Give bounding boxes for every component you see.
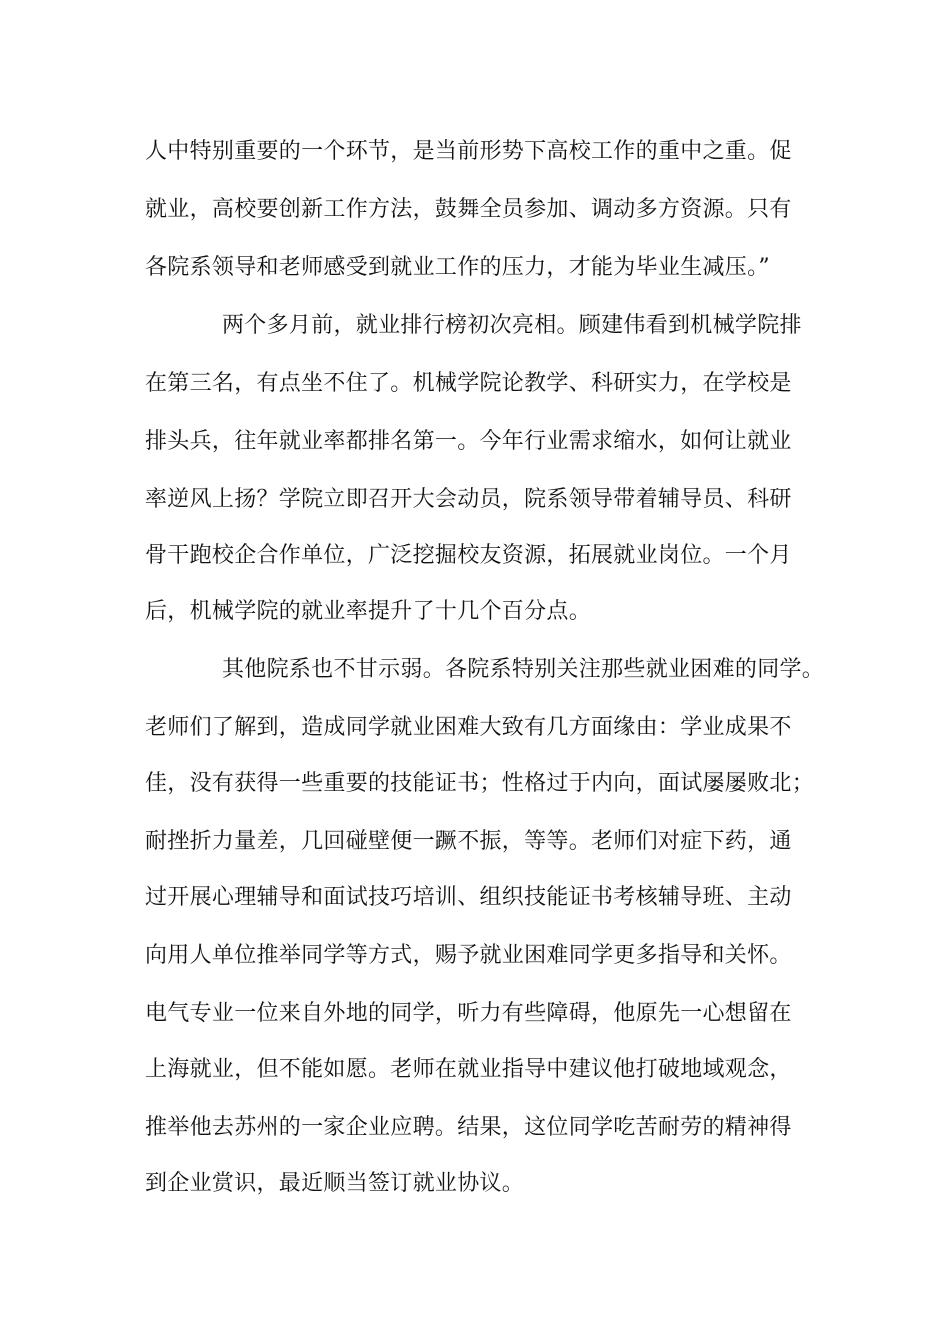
paragraph-line: 向用人单位推举同学等方式，赐予就业困难同学更多指导和关怀。 bbox=[145, 943, 792, 968]
paragraph-line: 佳，没有获得一些重要的技能证书；性格过于内向，面试屡屡败北； bbox=[145, 771, 815, 796]
paragraph-line: 就业，高校要创新工作方法，鼓舞全员参加、调动多方资源。只有 bbox=[145, 197, 792, 222]
paragraph-line: 过开展心理辅导和面试技巧培训、组织技能证书考核辅导班、主动 bbox=[145, 885, 792, 910]
paragraph-line: 老师们了解到，造成同学就业困难大致有几方面缘由：学业成果不 bbox=[145, 715, 792, 740]
paragraph-line: 其他院系也不甘示弱。各院系特别关注那些就业困难的同学。 bbox=[222, 657, 825, 682]
paragraph-line: 两个多月前，就业排行榜初次亮相。顾建伟看到机械学院排 bbox=[222, 313, 802, 338]
paragraph-line: 在第三名，有点坐不住了。机械学院论教学、科研实力，在学校是 bbox=[145, 371, 792, 396]
paragraph-line: 率逆风上扬？学院立即召开大会动员，院系领导带着辅导员、科研 bbox=[145, 487, 792, 512]
paragraph-line: 排头兵，往年就业率都排名第一。今年行业需求缩水，如何让就业 bbox=[145, 429, 792, 454]
paragraph-line: 人中特别重要的一个环节，是当前形势下高校工作的重中之重。促 bbox=[145, 139, 792, 164]
paragraph-line: 各院系领导和老师感受到就业工作的压力，才能为毕业生减压。” bbox=[145, 255, 770, 280]
paragraph-line: 后，机械学院的就业率提升了十几个百分点。 bbox=[145, 599, 592, 624]
paragraph-line: 耐挫折力量差，几回碰壁便一蹶不振，等等。老师们对症下药，通 bbox=[145, 829, 792, 854]
paragraph-line: 推举他去苏州的一家企业应聘。结果，这位同学吃苦耐劳的精神得 bbox=[145, 1115, 792, 1140]
paragraph-line: 到企业赏识，最近顺当签订就业协议。 bbox=[145, 1171, 525, 1196]
paragraph-line: 电气专业一位来自外地的同学，听力有些障碍，他原先一心想留在 bbox=[145, 1001, 792, 1026]
paragraph-line: 骨干跑校企合作单位，广泛挖掘校友资源，拓展就业岗位。一个月 bbox=[145, 543, 792, 568]
paragraph-line: 上海就业，但不能如愿。老师在就业指导中建议他打破地域观念， bbox=[145, 1057, 792, 1082]
